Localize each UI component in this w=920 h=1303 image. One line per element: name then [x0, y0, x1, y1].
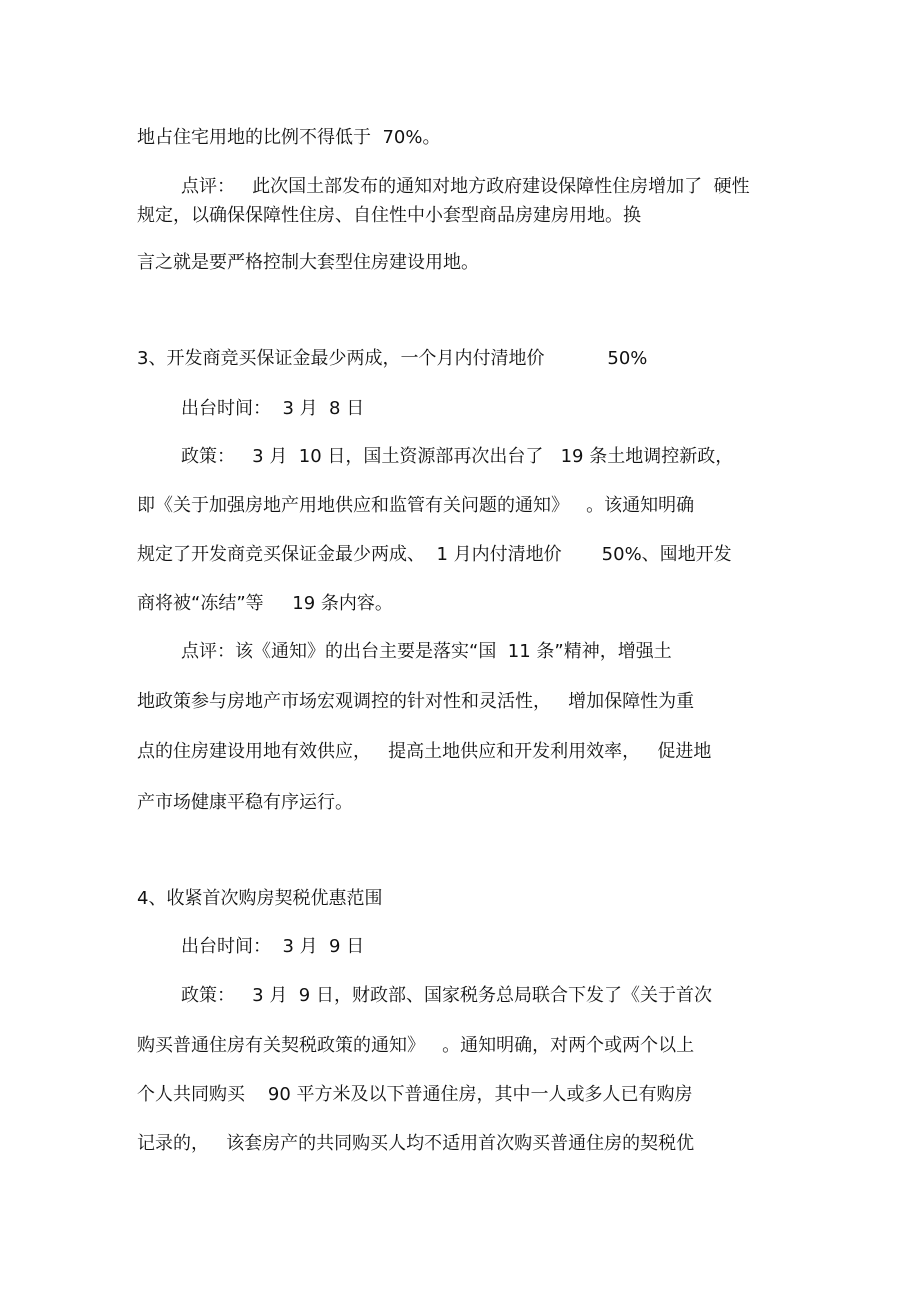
text-line: 即《关于加强房地产用地供应和监管有关问题的通知》 。该通知明确 — [137, 495, 695, 516]
text-line: 规定了开发商竞买保证金最少两成、 1 月内付清地价 50%、囤地开发 — [137, 544, 732, 565]
text-line: 地政策参与房地产市场宏观调控的针对性和灵活性， 增加保障性为重 — [137, 691, 695, 712]
text-line: 记录的， 该套房产的共同购买人均不适用首次购买普通住房的契税优 — [137, 1133, 695, 1154]
text-line: 政策： 3 月 9 日，财政部、国家税务总局联合下发了《关于首次 — [181, 985, 712, 1006]
text-line: 商将被“冻结”等 19 条内容。 — [137, 593, 393, 614]
section-heading: 3、开发商竞买保证金最少两成，一个月内付清地价 50% — [137, 348, 648, 369]
section-heading: 4、收紧首次购房契税优惠范围 — [137, 888, 383, 909]
text-line: 购买普通住房有关契税政策的通知》 。通知明确，对两个或两个以上 — [137, 1035, 695, 1056]
text-line: 出台时间： 3 月 8 日 — [181, 398, 365, 419]
text-line: 点评：该《通知》的出台主要是落实“国 11 条”精神，增强土 — [181, 641, 672, 662]
text-line: 点评： 此次国土部发布的通知对地方政府建设保障性住房增加了 硬性 — [181, 176, 750, 197]
text-line: 产市场健康平稳有序运行。 — [137, 792, 353, 813]
text-line: 点的住房建设用地有效供应， 提高土地供应和开发利用效率， 促进地 — [137, 741, 712, 762]
text-line: 出台时间： 3 月 9 日 — [181, 936, 365, 957]
text-line: 言之就是要严格控制大套型住房建设用地。 — [137, 252, 479, 273]
text-line: 规定，以确保保障性住房、自住性中小套型商品房建房用地。换 — [137, 205, 641, 226]
text-line: 政策： 3 月 10 日，国土资源部再次出台了 19 条土地调控新政， — [181, 446, 734, 467]
text-line: 个人共同购买 90 平方米及以下普通住房，其中一人或多人已有购房 — [137, 1084, 693, 1105]
text-line: 地占住宅用地的比例不得低于 70%。 — [137, 127, 441, 148]
